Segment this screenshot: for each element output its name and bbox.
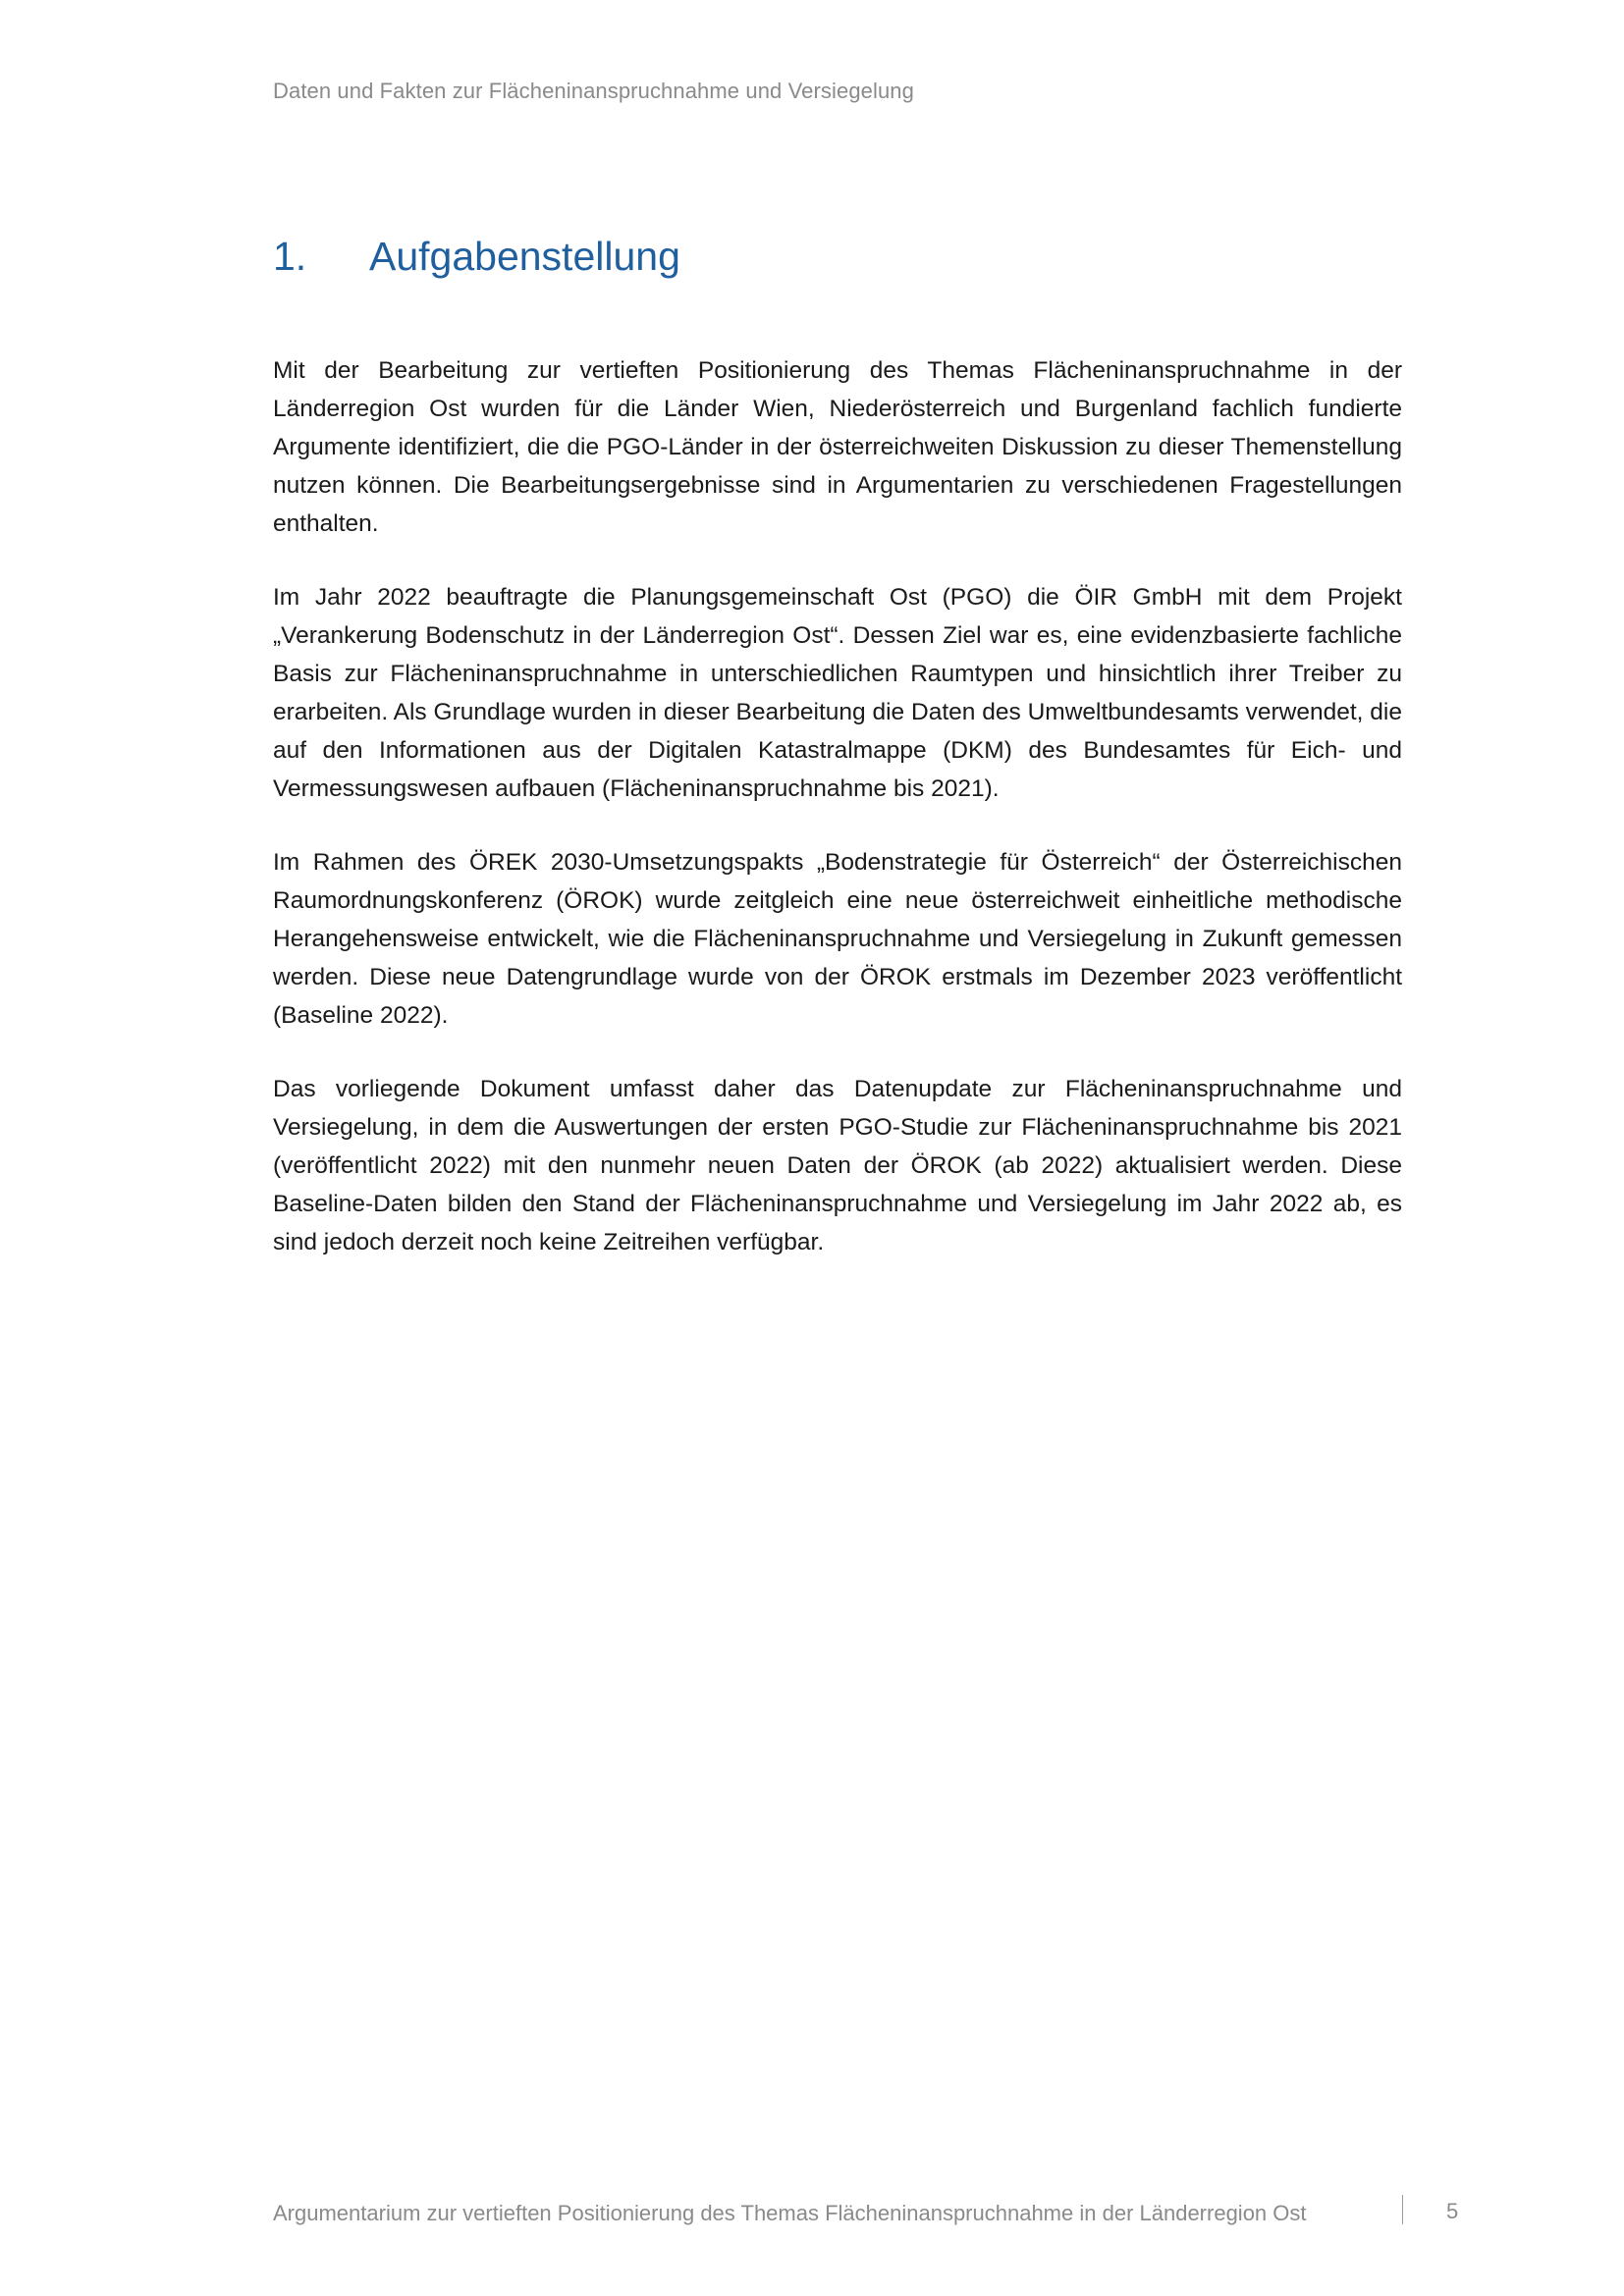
page-footer — [273, 2195, 1463, 2234]
footer-document-title: Argumentarium zur vertieften Positionierung des Themas Flächeninanspruchnahme in der Länderregion Ost — [273, 2201, 1307, 2225]
paragraph-3: Im Rahmen des ÖREK 2030-Umsetzungspakts „Bodenstrategie für Österreich“ der Österreichischen Raumordnungskonferenz (ÖROK) wurde zeitgleich eine neue österreichweit einheitliche methodische Herangehensweise entwickelt, wie die Flächeninanspruchnahme und Versiegelung in Zukunft gemessen werden. Diese neue Datengrundlage wurde von der ÖROK erstmals im Dezember 2023 veröffentlicht (Baseline 2022). — [273, 849, 1402, 1029]
paragraph-1: Mit der Bearbeitung zur vertieften Positionierung des Themas Flächeninanspruchnahme in der Länderregion Ost wurden für die Länder Wien, Niederösterreich und Burgenland fachlich fundierte Argumente identifiziert, die die PGO-Länder in der österreichweiten Diskussion zu dieser Themenstellung nutzen können. Die Bearbeitungsergebnisse sind in Argumentarien zu verschiedenen Fragestellungen enthalten. — [273, 357, 1402, 537]
chapter-heading — [273, 234, 680, 280]
page-number: 5 — [1446, 2199, 1459, 2223]
paragraph-4: Das vorliegende Dokument umfasst daher das Datenupdate zur Flächeninanspruchnahme und Versiegelung, in dem die Auswertungen der ersten PGO-Studie zur Flächeninanspruchnahme bis 2021 (veröffentlicht 2022) mit den nunmehr neuen Daten der ÖROK (ab 2022) aktualisiert werden. Diese Baseline-Daten bilden den Stand der Flächeninanspruchnahme und Versiegelung im Jahr 2022 ab, es sind jedoch derzeit noch keine Zeitreihen verfügbar. — [273, 1076, 1402, 1255]
chapter-number: 1. — [273, 234, 307, 279]
footer-divider — [1402, 2195, 1403, 2224]
paragraph-2: Im Jahr 2022 beauftragte die Planungsgemeinschaft Ost (PGO) die ÖIR GmbH mit dem Projekt „Verankerung Bodenschutz in der Länderregion Ost“. Dessen Ziel war es, eine evidenzbasierte fachliche Basis zur Flächeninanspruchnahme in unterschiedlichen Raumtypen und hinsichtlich ihrer Treiber zu erarbeiten. Als Grundlage wurden in dieser Bearbeitung die Daten des Umweltbundesamts verwendet, die auf den Informationen aus der Digitalen Katastralmappe (DKM) des Bundesamtes für Eich- und Vermessungswesen aufbauen (Flächeninanspruchnahme bis 2021). — [273, 584, 1402, 802]
running-header: Daten und Fakten zur Flächeninanspruchnahme und Versiegelung — [273, 79, 914, 103]
chapter-title: Aufgabenstellung — [369, 234, 680, 279]
body-text — [273, 351, 1402, 1297]
